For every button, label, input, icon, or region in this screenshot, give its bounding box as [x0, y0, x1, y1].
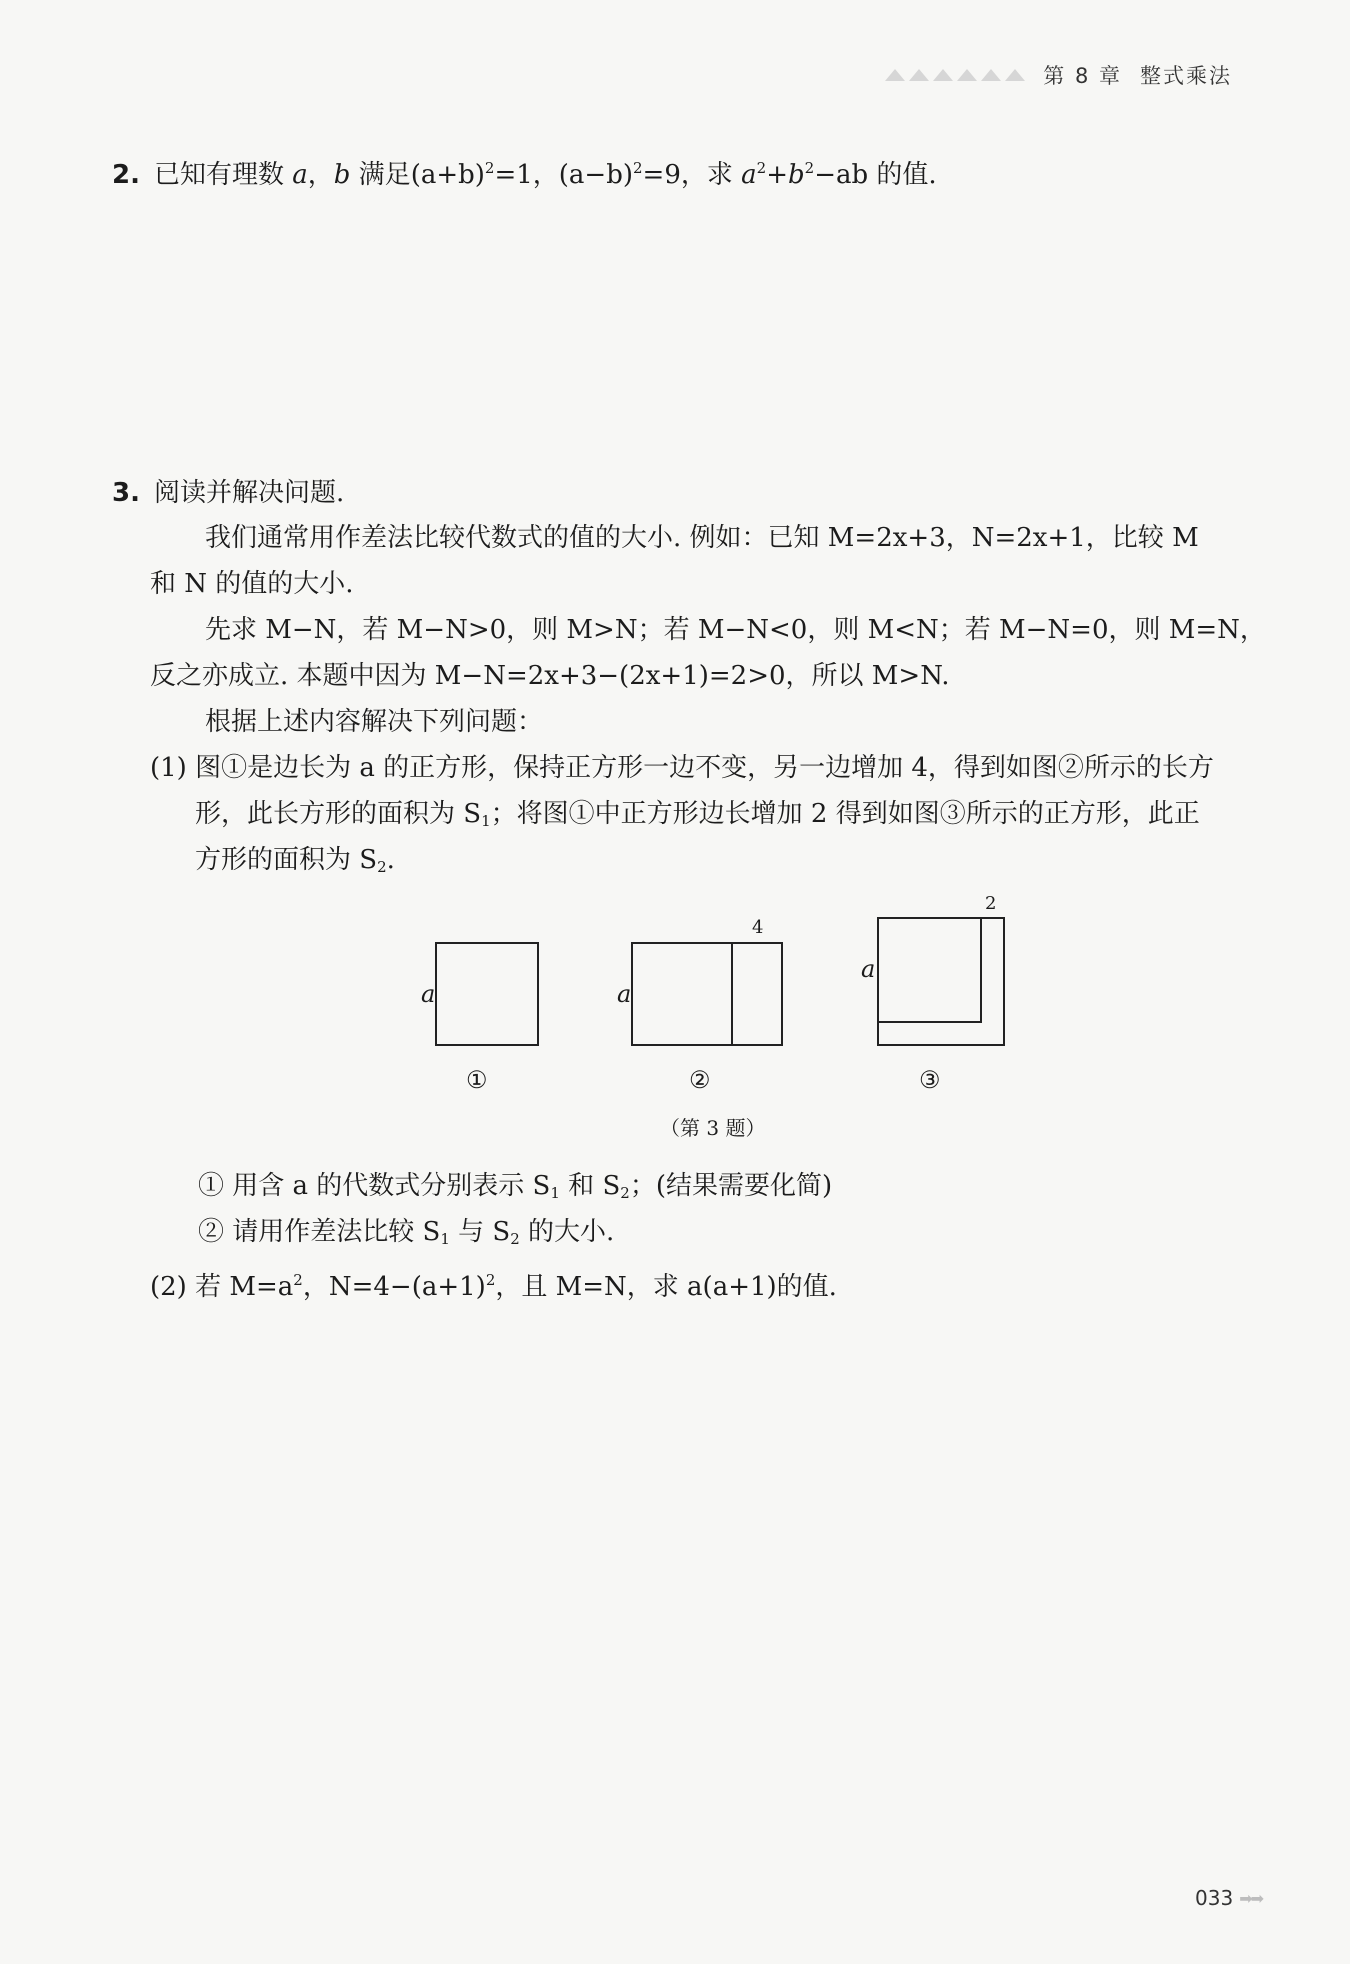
figure-1-number: ①: [466, 1066, 488, 1094]
page-number: [1195, 1886, 1262, 1910]
target-expression: −ab: [814, 160, 869, 190]
figure-1-square: [436, 943, 538, 1045]
question-1-text: 形，此长方形的面积为 S: [195, 799, 482, 829]
subscript: 1: [550, 1184, 560, 1202]
problem-2-number: 2.: [112, 160, 140, 190]
sub-question-2-text: 的大小.: [519, 1217, 615, 1247]
sub-question-1-text: ① 用含 a 的代数式分别表示 S: [198, 1171, 551, 1201]
question-2-text: ，且 M=N，求 a(a+1)的值.: [495, 1272, 837, 1302]
figure-2-rectangle: [632, 943, 782, 1045]
paragraph-2-line-2: 反之亦成立. 本题中因为 M−N=2x+3−(2x+1)=2>0，所以 M>N.: [150, 661, 950, 691]
sub-question-1-text: ；(结果需要化简): [629, 1171, 833, 1201]
sub-question-1-text: 和 S: [559, 1171, 621, 1201]
paragraph-1-line-1: 我们通常用作差法比较代数式的值的大小. 例如：已知 M=2x+3，N=2x+1，比较 M: [205, 523, 1199, 553]
problem-2-text: 已知有理数: [153, 160, 293, 190]
chapter-number: 第 8 章: [1043, 64, 1122, 88]
question-1-text: ；将图①中正方形边长增加 2 得到如图③所示的正方形，此正: [490, 799, 1200, 829]
var-b: b: [333, 160, 351, 190]
exponent: 2: [633, 159, 643, 177]
comma: ，: [307, 160, 334, 190]
paragraph-2-line-1: 先求 M−N，若 M−N>0，则 M>N；若 M−N<0，则 M<N；若 M−N=0，则 M=N，: [205, 615, 1266, 645]
problem-3-number: 3.: [112, 478, 140, 508]
page-number-text: 033: [1195, 1886, 1234, 1910]
question-1-text: 方形的面积为 S: [195, 845, 378, 875]
paragraph-3: 根据上述内容解决下列问题：: [205, 707, 544, 737]
equation-1: (a+b): [410, 160, 485, 190]
equation-1-value: =1，: [494, 160, 559, 190]
equation-2-value: =9，求: [642, 160, 742, 190]
sub-question-2: [198, 1209, 614, 1262]
sub-question-2-text: ② 请用作差法比较 S: [198, 1217, 441, 1247]
subscript: 1: [440, 1230, 450, 1248]
exponent: 2: [485, 1271, 496, 1289]
exponent: 2: [293, 1271, 303, 1289]
var-a: a: [741, 160, 757, 190]
figure-3-outer-square: [878, 918, 1004, 1045]
chapter-title: 整式乘法: [1140, 64, 1232, 88]
figure-2-side-label: a: [617, 980, 632, 1008]
figure-caption: （第 3 题）: [660, 1116, 766, 1140]
equation-2: (a−b): [558, 160, 633, 190]
subscript: 1: [481, 812, 491, 830]
question-1-line-1: (1) 图①是边长为 a 的正方形，保持正方形一边不变，另一边增加 4，得到如图②所示的长方: [150, 753, 1214, 783]
var-b: b: [788, 160, 805, 190]
exponent: 2: [484, 159, 495, 177]
question-2-text: (2) 若 M=a: [150, 1272, 294, 1302]
sub-question-2-text: 与 S: [449, 1217, 511, 1247]
exponent: 2: [804, 159, 815, 177]
paragraph-1-line-2: 和 N 的值的大小.: [150, 569, 354, 599]
figure-2-top-label: 4: [752, 917, 764, 938]
figure-3-inner-square: [878, 918, 981, 1022]
figure-1-side-label: a: [421, 980, 436, 1008]
arrow-icon: ➡➡: [1239, 1888, 1262, 1908]
figure-3-number: ③: [919, 1066, 941, 1094]
problem-3-title-text: 阅读并解决问题.: [153, 478, 345, 508]
subscript: 2: [377, 858, 387, 876]
question-2: [150, 1257, 837, 1310]
question-1-text: .: [386, 845, 395, 875]
figure-2-number: ②: [689, 1066, 711, 1094]
plus-sign: +: [766, 160, 788, 190]
exponent: 2: [756, 159, 767, 177]
figure-3-top-label: 2: [985, 893, 997, 914]
figure-3-side-label: a: [861, 955, 876, 983]
question-2-text: ，N=4−(a+1): [302, 1272, 486, 1302]
subscript: 2: [510, 1230, 520, 1248]
problem-2-text: 满足: [350, 160, 411, 190]
problem-2-text: 的值.: [868, 160, 937, 190]
subscript: 2: [620, 1184, 630, 1202]
var-a: a: [292, 160, 308, 190]
